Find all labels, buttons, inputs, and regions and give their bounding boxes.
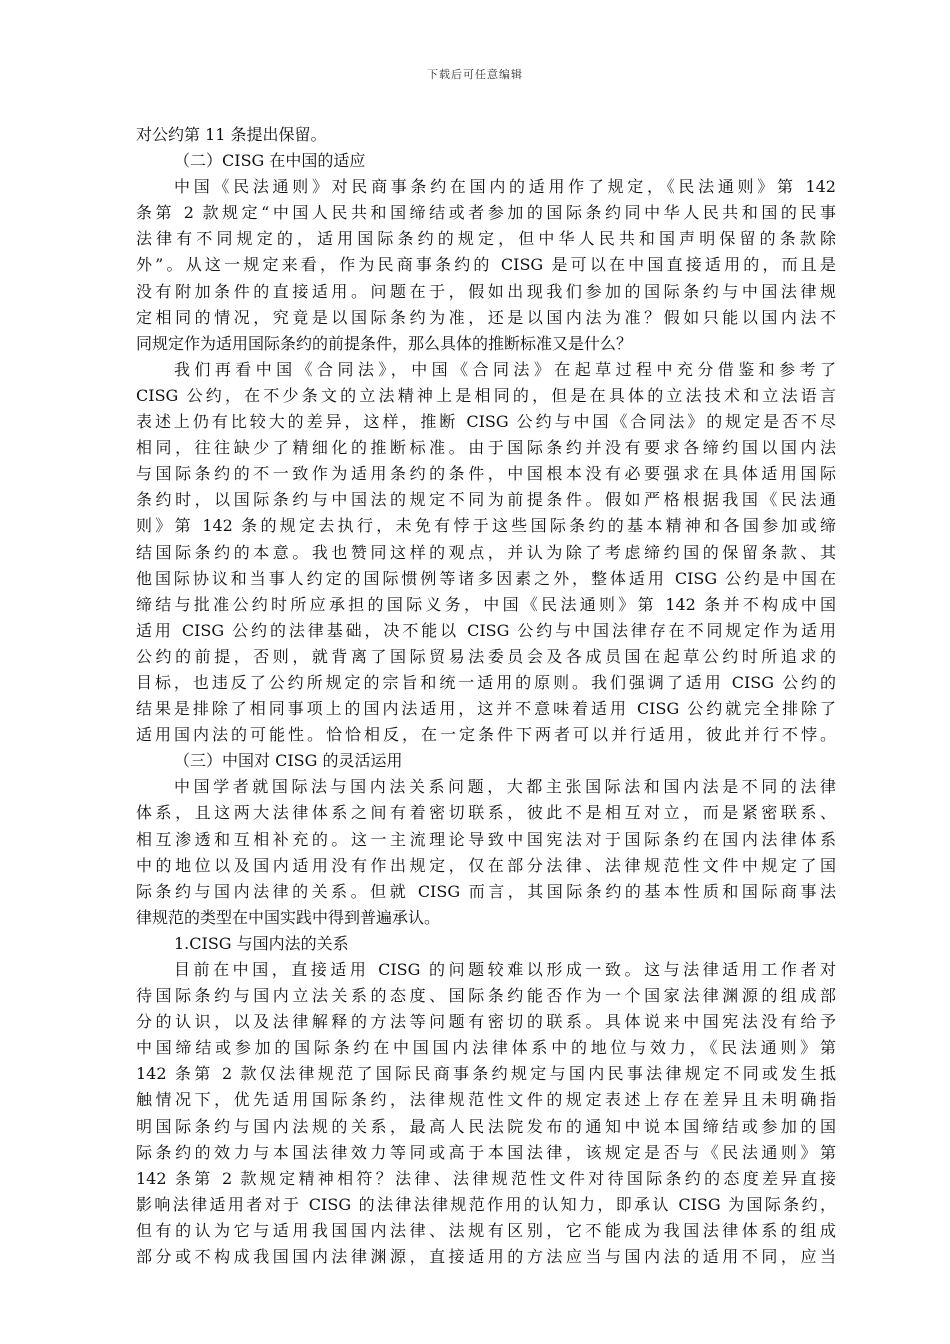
text-line: 缔结与批准公约时所应承担的国际义务，中国《民法通则》第 142 条并不构成中国 [136, 594, 836, 614]
text-line: 结果是排除了相同事项上的国内法适用，这并不意味着适用 CISG 公约就完全排除了 [136, 699, 836, 719]
text-line: 律规范的类型在中国实践中得到普遍承认。 [136, 907, 441, 927]
text-line: 条第 2 款规定“中国人民共和国缔结或者参加的国际条约同中华人民共和国的民事 [136, 203, 836, 223]
text-line: 对公约第 11 条提出保留。 [136, 125, 327, 144]
text-line: 他国际协议和当事人约定的国际惯例等诸多因素之外，整体适用 CISG 公约是中国在 [136, 568, 836, 588]
text-line: 明国际条约与国内法规的关系，最高人民法院发布的通知中说本国缔结或参加的国 [136, 1116, 836, 1136]
text-line: 我们再看中国《合同法》，中国《合同法》在起草过程中充分借鉴和参考了 [174, 359, 836, 379]
text-line: 际条约的效力与本国法律效力等同或高于本国法律，该规定是否与《民法通则》第 [136, 1142, 836, 1162]
text-line: 触情况下，优先适用国际条约，法律规范性文件的规定表述上存在差异且未明确指 [136, 1090, 836, 1110]
text-line: 则》第 142 条的规定去执行，未免有悖于这些国际条约的基本精神和各国参加或缔 [136, 516, 836, 536]
document-body [136, 122, 836, 1270]
text-line: 公约的前提，否则，就背离了国际贸易法委员会及各成员国在起草公约时所追求的 [136, 646, 836, 666]
text-line: 目标，也违反了公约所规定的宗旨和统一适用的原则。我们强调了适用 CISG 公约的 [136, 672, 836, 692]
text-line: 待国际条约与国内立法关系的态度、国际条约能否作为一个国家法律渊源的组成部 [136, 986, 836, 1006]
section-heading: （三）中国对 CISG 的灵活运用 [174, 751, 403, 771]
text-line: 目前在中国，直接适用 CISG 的问题较难以形成一致。这与法律适用工作者对 [174, 960, 836, 979]
text-line: 142 条第 2 款规定精神相符？法律、法律规范性文件对待国际条约的态度差异直接 [136, 1168, 836, 1188]
text-line: 但有的认为它与适用我国国内法律、法规有区别，它不能成为我国法律体系的组成 [136, 1220, 836, 1240]
text-line: 表述上仍有比较大的差异，这样，推断 CISG 公约与中国《合同法》的规定是否不尽 [136, 412, 836, 432]
text-line: 结国际条约的本意。我也赞同这样的观点，并认为除了考虑缔约国的保留条款、其 [136, 542, 836, 562]
text-line: 相互渗透和互相补充的。这一主流理论导致中国宪法对于国际条约在国内法律体系 [136, 829, 836, 849]
text-line: 定相同的情况，究竟是以国际条约为准，还是以国内法为准？假如只能以国内法不 [136, 307, 836, 327]
page-header: 下载后可任意编辑 [427, 68, 523, 81]
subsection-heading: 1.CISG 与国内法的关系 [174, 933, 349, 953]
text-line: 中国《民法通则》对民商事条约在国内的适用作了规定，《民法通则》第 142 [174, 177, 836, 197]
text-line: 中国缔结或参加的国际条约在中国国内法律体系中的地位与效力，《民法通则》第 [136, 1038, 836, 1058]
text-line: 影响法律适用者对于 CISG 的法律法律规范作用的认知力，即承认 CISG 为国际条约， [136, 1194, 836, 1214]
text-line: 适用 CISG 公约的法律基础，决不能以 CISG 公约与中国法律存在不同规定作为适用 [136, 620, 836, 640]
text-line: 分的认识，以及法律解释的方法等问题有密切的联系。具体说来中国宪法没有给予 [136, 1012, 836, 1032]
text-line: 际条约与国内法律的关系。但就 CISG 而言，其国际条约的基本性质和国际商事法 [136, 881, 836, 901]
text-line: 没有附加条件的直接适用。问题在于，假如出现我们参加的国际条约与中国法律规 [136, 281, 836, 301]
text-line: 法律有不同规定的，适用国际条约的规定，但中华人民共和国声明保留的条款除 [136, 229, 836, 249]
text-line: 体系，且这两大法律体系之间有着密切联系，彼此不是相互对立，而是紧密联系、 [136, 803, 836, 823]
text-line: 同规定作为适用国际条约的前提条件，那么具体的推断标准又是什么？ [136, 333, 633, 353]
text-line: 142 条第 2 款仅法律规范了国际民商事条约规定与国内民事法律规定不同或发生抵 [136, 1064, 836, 1084]
text-line: 适用国内法的可能性。恰恰相反，在一定条件下两者可以并行适用，彼此并行不悖。 [136, 725, 836, 745]
text-line: 中国学者就国际法与国内法关系问题，大都主张国际法和国内法是不同的法律 [174, 777, 836, 797]
text-line: 中的地位以及国内适用没有作出规定，仅在部分法律、法律规范性文件中规定了国 [136, 855, 836, 875]
text-line: CISG 公约，在不少条文的立法精神上是相同的，但是在具体的立法技术和立法语言 [136, 385, 836, 405]
text-line: 外”。从这一规定来看，作为民商事条约的 CISG 是可以在中国直接适用的，而且是 [136, 255, 836, 275]
text-line: 与国际条约的不一致作为适用条约的条件，中国根本没有必要强求在具体适用国际 [136, 464, 836, 484]
text-line: 条约时，以国际条约与中国法的规定不同为前提条件。假如严格根据我国《民法通 [136, 490, 836, 510]
text-line: 相同，往往缺少了精细化的推断标准。由于国际条约并没有要求各缔约国以国内法 [136, 438, 836, 458]
section-heading: （二）CISG 在中国的适应 [174, 151, 366, 171]
text-line: 部分或不构成我国国内法律渊源，直接适用的方法应当与国内法的适用不同，应当 [136, 1247, 836, 1267]
